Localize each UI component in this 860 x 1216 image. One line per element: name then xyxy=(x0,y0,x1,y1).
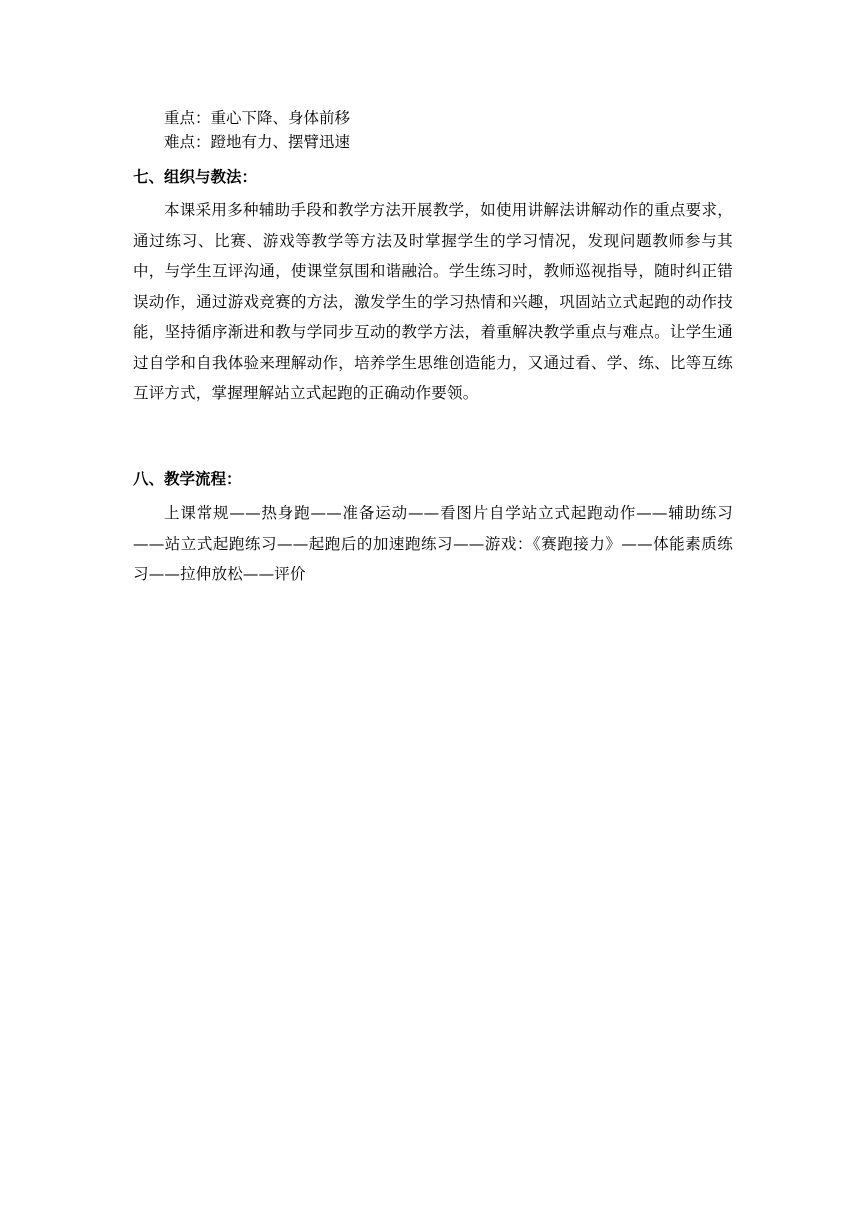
section-8-paragraph: 上课常规——热身跑——准备运动——看图片自学站立式起跑动作——辅助练习——站立式起跑练习——起跑后的加速跑练习——游戏：《赛跑接力》——体能素质练习——拉伸放松——评价 xyxy=(133,504,733,583)
focus-point-text: 重点：重心下降、身体前移 xyxy=(164,109,351,127)
section-7-heading: 七、组织与教法： xyxy=(133,168,258,186)
section-8-heading: 八、教学流程： xyxy=(133,470,242,488)
difficulty-point-text: 难点：蹬地有力、摆臂迅速 xyxy=(164,133,351,151)
section-7-paragraph: 本课采用多种辅助手段和教学方法开展教学，如使用讲解法讲解动作的重点要求，通过练习、比赛、游戏等教学等方法及时掌握学生的学习情况，发现问题教师参与其中，与学生互评沟通，使课堂氛围和谐融洽。学生练习时，教师巡视指导，随时纠正错误动作，通过游戏竞赛的方法，激发学生的学习热情和兴趣，巩固站立式起跑的动作技能，坚持循序渐进和教与学同步互动的教学方法，着重解决教学重点与难点。让学生通过自学和自我体验来理解动作，培养学生思维创造能力，又通过看、学、练、比等互练互评方式，掌握理解站立式起跑的正确动作要领。 xyxy=(133,201,733,402)
